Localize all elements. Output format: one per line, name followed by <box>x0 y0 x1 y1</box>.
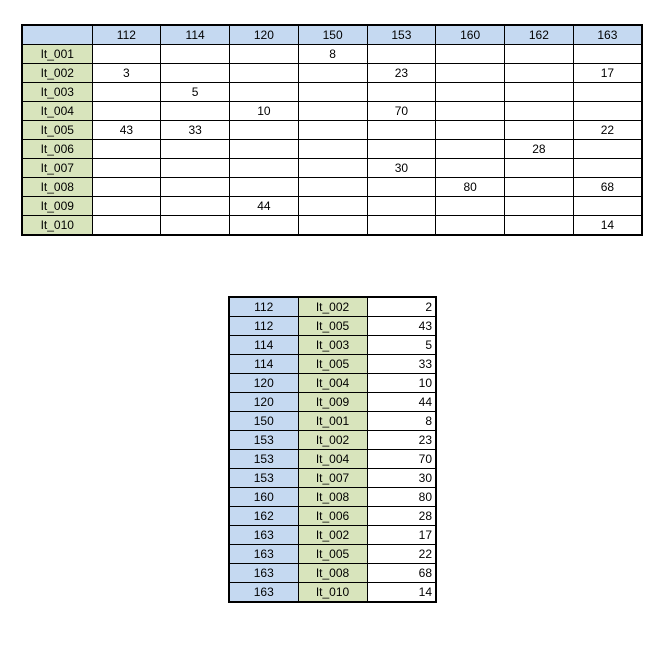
list-item-cell[interactable]: It_005 <box>298 545 367 564</box>
list-row <box>229 297 436 317</box>
matrix-cell[interactable] <box>436 121 505 140</box>
list-column-cell[interactable]: 163 <box>229 526 298 545</box>
matrix-cell[interactable] <box>230 178 299 197</box>
matrix-row-header[interactable]: It_007 <box>22 159 92 178</box>
list-item-cell[interactable]: It_009 <box>298 393 367 412</box>
matrix-cell[interactable] <box>298 178 367 197</box>
list-value-cell[interactable]: 28 <box>367 507 436 526</box>
matrix-column-header[interactable]: 162 <box>505 25 574 45</box>
matrix-cell[interactable] <box>367 83 436 102</box>
matrix-cell[interactable] <box>505 102 574 121</box>
list-item-cell[interactable]: It_010 <box>298 583 367 603</box>
list-item-cell[interactable]: It_002 <box>298 431 367 450</box>
matrix-cell[interactable] <box>298 216 367 236</box>
list-row <box>229 431 436 450</box>
list-row <box>229 526 436 545</box>
matrix-row-header[interactable]: It_002 <box>22 64 92 83</box>
matrix-cell[interactable] <box>92 102 161 121</box>
matrix-cell[interactable] <box>161 45 230 64</box>
matrix-column-header[interactable]: 163 <box>573 25 642 45</box>
matrix-cell[interactable] <box>505 83 574 102</box>
matrix-cell[interactable] <box>161 102 230 121</box>
list-item-cell[interactable]: It_002 <box>298 526 367 545</box>
matrix-cell[interactable] <box>573 140 642 159</box>
list-row <box>229 374 436 393</box>
list-column-cell[interactable]: 114 <box>229 336 298 355</box>
list-table <box>228 296 437 603</box>
list-column-cell[interactable]: 162 <box>229 507 298 526</box>
matrix-row-header[interactable]: It_008 <box>22 178 92 197</box>
matrix-row-header[interactable]: It_009 <box>22 197 92 216</box>
matrix-row-header[interactable]: It_005 <box>22 121 92 140</box>
list-item-cell[interactable]: It_007 <box>298 469 367 488</box>
list-item-cell[interactable]: It_003 <box>298 336 367 355</box>
matrix-cell[interactable] <box>367 121 436 140</box>
list-row <box>229 564 436 583</box>
matrix-cell[interactable]: 3 <box>92 64 161 83</box>
matrix-cell[interactable] <box>92 140 161 159</box>
list-row <box>229 488 436 507</box>
list-row <box>229 545 436 564</box>
matrix-row <box>22 121 642 140</box>
matrix-cell[interactable] <box>367 45 436 64</box>
list-column-cell[interactable]: 163 <box>229 583 298 603</box>
matrix-cell[interactable] <box>436 216 505 236</box>
list-value-cell[interactable]: 14 <box>367 583 436 603</box>
list-value-cell[interactable]: 80 <box>367 488 436 507</box>
matrix-cell[interactable] <box>436 102 505 121</box>
matrix-cell[interactable] <box>505 216 574 236</box>
matrix-cell[interactable] <box>230 159 299 178</box>
matrix-row <box>22 64 642 83</box>
list-row <box>229 583 436 603</box>
matrix-row <box>22 178 642 197</box>
matrix-header-row <box>22 25 642 45</box>
matrix-corner-cell[interactable] <box>22 25 92 45</box>
list-row <box>229 317 436 336</box>
matrix-cell[interactable]: 70 <box>367 102 436 121</box>
matrix-column-header[interactable]: 153 <box>367 25 436 45</box>
matrix-cell[interactable] <box>92 197 161 216</box>
list-column-cell[interactable]: 160 <box>229 488 298 507</box>
list-value-cell[interactable]: 5 <box>367 336 436 355</box>
matrix-cell[interactable]: 30 <box>367 159 436 178</box>
list-row <box>229 450 436 469</box>
matrix-row-header[interactable]: It_003 <box>22 83 92 102</box>
matrix-row-header[interactable]: It_001 <box>22 45 92 64</box>
matrix-cell[interactable] <box>161 197 230 216</box>
matrix-cell[interactable] <box>230 121 299 140</box>
matrix-column-header[interactable]: 114 <box>161 25 230 45</box>
matrix-cell[interactable]: 23 <box>367 64 436 83</box>
matrix-cell[interactable] <box>505 178 574 197</box>
matrix-cell[interactable] <box>505 45 574 64</box>
matrix-cell[interactable]: 17 <box>573 64 642 83</box>
matrix-cell[interactable] <box>230 45 299 64</box>
matrix-cell[interactable]: 5 <box>161 83 230 102</box>
matrix-cell[interactable]: 8 <box>298 45 367 64</box>
matrix-cell[interactable] <box>436 83 505 102</box>
list-value-cell[interactable]: 10 <box>367 374 436 393</box>
list-value-cell[interactable]: 30 <box>367 469 436 488</box>
list-row <box>229 336 436 355</box>
matrix-cell[interactable] <box>298 197 367 216</box>
matrix-row-header[interactable]: It_010 <box>22 216 92 236</box>
list-item-cell[interactable]: It_002 <box>298 297 367 317</box>
matrix-table <box>21 24 643 236</box>
matrix-cell[interactable] <box>573 197 642 216</box>
matrix-cell[interactable] <box>92 159 161 178</box>
matrix-cell[interactable]: 80 <box>436 178 505 197</box>
matrix-cell[interactable]: 14 <box>573 216 642 236</box>
matrix-cell[interactable] <box>573 45 642 64</box>
matrix-cell[interactable] <box>230 83 299 102</box>
list-column-cell[interactable]: 112 <box>229 297 298 317</box>
matrix-cell[interactable] <box>298 140 367 159</box>
matrix-cell[interactable] <box>436 159 505 178</box>
list-body <box>229 297 436 602</box>
list-value-cell[interactable]: 17 <box>367 526 436 545</box>
list-item-cell[interactable]: It_005 <box>298 317 367 336</box>
matrix-cell[interactable] <box>367 178 436 197</box>
matrix-row <box>22 83 642 102</box>
matrix-row <box>22 102 642 121</box>
list-value-cell[interactable]: 44 <box>367 393 436 412</box>
matrix-row <box>22 159 642 178</box>
list-item-cell[interactable]: It_008 <box>298 488 367 507</box>
matrix-row <box>22 216 642 236</box>
matrix-cell[interactable] <box>92 45 161 64</box>
list-row <box>229 469 436 488</box>
list-column-cell[interactable]: 120 <box>229 374 298 393</box>
matrix-cell[interactable] <box>573 102 642 121</box>
list-item-cell[interactable]: It_006 <box>298 507 367 526</box>
list-row <box>229 507 436 526</box>
matrix-row <box>22 140 642 159</box>
list-column-cell[interactable]: 112 <box>229 317 298 336</box>
matrix-cell[interactable] <box>298 121 367 140</box>
matrix-cell[interactable] <box>92 216 161 236</box>
matrix-cell[interactable] <box>298 102 367 121</box>
matrix-cell[interactable] <box>573 83 642 102</box>
matrix-column-header[interactable]: 150 <box>298 25 367 45</box>
list-value-cell[interactable]: 23 <box>367 431 436 450</box>
matrix-cell[interactable] <box>230 64 299 83</box>
matrix-cell[interactable] <box>92 178 161 197</box>
matrix-cell[interactable] <box>436 197 505 216</box>
list-row <box>229 393 436 412</box>
list-value-cell[interactable]: 70 <box>367 450 436 469</box>
matrix-cell[interactable] <box>436 45 505 64</box>
matrix-cell[interactable]: 43 <box>92 121 161 140</box>
list-item-cell[interactable]: It_004 <box>298 450 367 469</box>
matrix-cell[interactable]: 10 <box>230 102 299 121</box>
matrix-cell[interactable] <box>367 197 436 216</box>
matrix-row-header[interactable]: It_004 <box>22 102 92 121</box>
matrix-column-header[interactable]: 120 <box>230 25 299 45</box>
list-value-cell[interactable]: 22 <box>367 545 436 564</box>
list-column-cell[interactable]: 150 <box>229 412 298 431</box>
matrix-cell[interactable]: 33 <box>161 121 230 140</box>
list-value-cell[interactable]: 43 <box>367 317 436 336</box>
matrix-cell[interactable] <box>505 121 574 140</box>
list-row <box>229 412 436 431</box>
matrix-cell[interactable] <box>298 64 367 83</box>
list-value-cell[interactable]: 33 <box>367 355 436 374</box>
matrix-cell[interactable] <box>161 178 230 197</box>
list-item-cell[interactable]: It_004 <box>298 374 367 393</box>
matrix-column-header[interactable]: 112 <box>92 25 161 45</box>
list-column-cell[interactable]: 163 <box>229 564 298 583</box>
list-value-cell[interactable]: 68 <box>367 564 436 583</box>
matrix-cell[interactable] <box>367 216 436 236</box>
matrix-cell[interactable] <box>161 140 230 159</box>
matrix-cell[interactable] <box>298 159 367 178</box>
matrix-row-header[interactable]: It_006 <box>22 140 92 159</box>
list-value-cell[interactable]: 8 <box>367 412 436 431</box>
matrix-cell[interactable]: 28 <box>505 140 574 159</box>
matrix-cell[interactable]: 68 <box>573 178 642 197</box>
matrix-cell[interactable] <box>505 159 574 178</box>
matrix-cell[interactable] <box>161 64 230 83</box>
matrix-body <box>22 25 642 235</box>
matrix-column-header[interactable]: 160 <box>436 25 505 45</box>
list-row <box>229 355 436 374</box>
matrix-row <box>22 45 642 64</box>
matrix-cell[interactable] <box>92 83 161 102</box>
matrix-cell[interactable] <box>436 64 505 83</box>
matrix-cell[interactable] <box>573 159 642 178</box>
list-item-cell[interactable]: It_008 <box>298 564 367 583</box>
matrix-cell[interactable]: 44 <box>230 197 299 216</box>
matrix-cell[interactable] <box>367 140 436 159</box>
list-column-cell[interactable]: 114 <box>229 355 298 374</box>
matrix-cell[interactable] <box>230 216 299 236</box>
matrix-cell[interactable]: 22 <box>573 121 642 140</box>
list-column-cell[interactable]: 120 <box>229 393 298 412</box>
matrix-cell[interactable] <box>161 216 230 236</box>
list-column-cell[interactable]: 153 <box>229 431 298 450</box>
matrix-cell[interactable] <box>230 140 299 159</box>
list-item-cell[interactable]: It_001 <box>298 412 367 431</box>
list-column-cell[interactable]: 153 <box>229 469 298 488</box>
list-column-cell[interactable]: 153 <box>229 450 298 469</box>
matrix-cell[interactable] <box>436 140 505 159</box>
list-item-cell[interactable]: It_005 <box>298 355 367 374</box>
list-value-cell[interactable]: 2 <box>367 297 436 317</box>
matrix-row <box>22 197 642 216</box>
list-column-cell[interactable]: 163 <box>229 545 298 564</box>
matrix-cell[interactable] <box>505 64 574 83</box>
matrix-cell[interactable] <box>298 83 367 102</box>
matrix-cell[interactable] <box>505 197 574 216</box>
matrix-cell[interactable] <box>161 159 230 178</box>
